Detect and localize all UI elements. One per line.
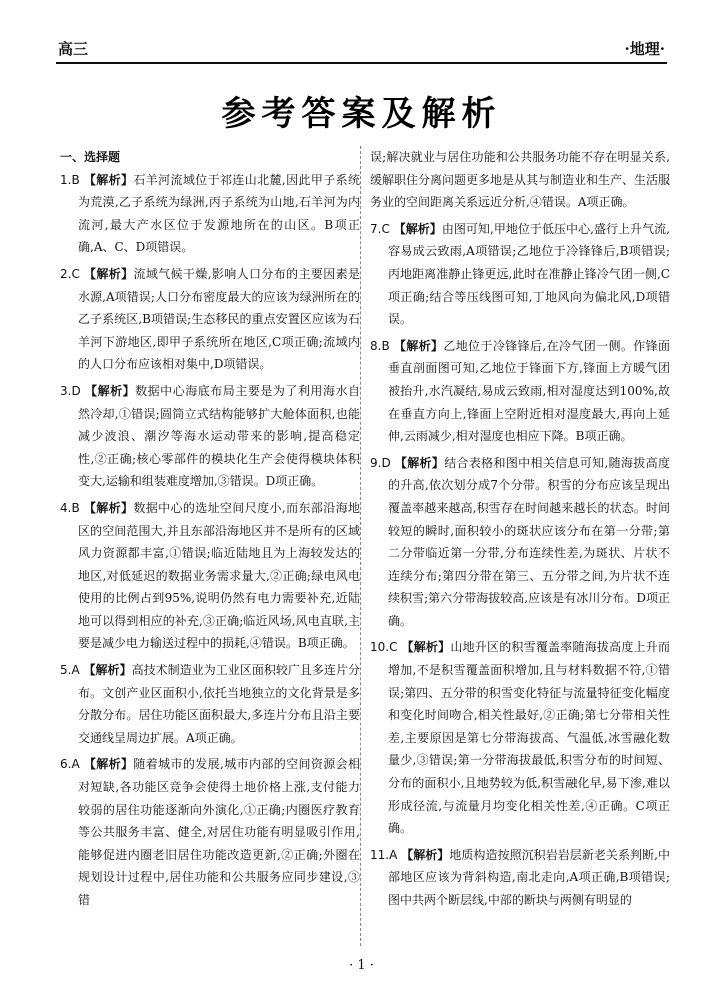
analysis-tag: 【解析】: [393, 338, 444, 353]
analysis-tag: 【解析】: [84, 266, 134, 281]
page-number: · 1 ·: [349, 958, 374, 973]
answer-item: [370, 335, 670, 448]
analysis-tag: 【解析】: [83, 172, 134, 187]
analysis-tag: 【解析】: [393, 221, 442, 236]
grade-label: 高三: [58, 40, 89, 58]
analysis-tag: 【解析】: [394, 455, 445, 470]
analysis-tag: 【解析】: [85, 383, 136, 398]
answer-item: [60, 659, 360, 749]
answer-text: 结合表格和图中相关信息可知,随海拔高度的升高,依次划分成7个分带。积雪的分布应该呈现出覆盖率越来越高,积雪存在时间越来越长的状态。时间较短的瞬时,面积较小的斑状应该分布在第一分带;第二分带临近第一分带,分布连续性差,为斑状、片状不连续分布;第四分带在第三、五分带之间,为片状不连续积雪;第六分带海拔较高,应该是有冰川分布。D项正确。: [388, 455, 670, 628]
answer-number: 10.C: [370, 640, 398, 655]
analysis-tag: 【解析】: [83, 663, 132, 678]
answer-number: 8.B: [370, 338, 390, 353]
left-column: [60, 146, 360, 916]
answer-text: 误;解决就业与居住功能和公共服务功能不存在明显关系,缓解职住分离问题更多地是从其与制造业和生产、生活服务业的空间距离关系远近分析,④错误。A项正确。: [370, 150, 671, 210]
header-rule: [56, 62, 667, 64]
answer-text: 随着城市的发展,城市内部的空间资源会相对短缺,各功能区竞争会使得土地价格上涨,支付能力较弱的居住功能逐渐向外演化,①正确;内圈医疗教育等公共服务丰富、健全,对居住功能有明显吸引作用,能够促进内圈老旧居住功能改造更新,②正确;外圈在规划设计过程中,居住功能和公共服务应同步建设,③错: [78, 757, 360, 907]
answer-text: 山地升区的积雪覆盖率随海拔高度上升而增加,不是积雪覆盖面积增加,且与材料数据不符,①错误;第四、五分带的积雪变化特征与流量特征变化幅度和变化时间吻合,相关性最好,②正确;第七分带相关性差,主要原因是第七分带海拔高、气温低,冰雪融化数量少,③错误;第一分带海拔最低,积雪分布的时间短、分布的面积小,且地势较为低,积雪融化早,易下渗,难以形成径流,与流量月均变化相关性差,④正确。C项正确。: [388, 640, 670, 836]
answer-text: 石羊河流域位于祁连山北麓,因此甲子系统为荒漠,乙子系统为绿洲,丙子系统为山地,石羊河为内流河,最大产水区位于发源地所在的山区。B项正确,A、C、D项错误。: [78, 172, 360, 255]
answer-text: 数据中心的选址空间尺度小,而东部沿海地区的空间范围大,并且东部沿海地区并不是所有的区域风力资源都丰富,①错误;临近陆地且为上海较发达的地区,对低延迟的数据业务需求量大,②正确;绿电风电使用的比例占到95%,说明仍然有电力需要补充,近陆地可以得到相应的补充,③正确;临近风场,风电直联,主要是减少电力输送过程中的损耗,④错误。B项正确。: [78, 500, 360, 651]
right-column: [370, 146, 670, 916]
answer-number: 11.A: [370, 847, 398, 862]
answer-text: 数据中心海底布局主要是为了利用海水自然冷却,①错误;圆筒立式结构能够扩大舱体面积,也能减少波浪、潮汐等海水运动带来的影响,提高稳定性,②正确;核心零部件的模块化生产会使得模块体积变大,运输和组装难度增加,③错误。D项正确。: [78, 383, 360, 489]
answer-text: 流域气候干燥,影响人口分布的主要因素是水源,A项错误;人口分布密度最大的应该为绿洲所在的乙子系统区,B项错误;生态移民的重点安置区应该为石羊河下游地区,即甲子系统所在地区,C项正确;流域内的人口分布应该相对集中,D项错误。: [78, 266, 360, 372]
answer-text: 地质构造按照沉积岩岩层新老关系判断,中部地区应该为背斜构造,南北走向,A项正确,B项错误;图中共两个断层线,中部的断块与两侧有明显的: [388, 847, 670, 907]
analysis-tag: 【解析】: [401, 847, 450, 862]
analysis-tag: 【解析】: [83, 757, 134, 772]
section-heading: 一、选择题: [60, 150, 121, 164]
answer-item: [370, 146, 670, 214]
page-header: [56, 38, 667, 62]
answer-item: [60, 169, 360, 259]
answer-item: [60, 753, 360, 911]
answer-number: 2.C: [60, 266, 80, 281]
answer-number: 6.A: [60, 757, 80, 772]
subject-label: ·地理·: [624, 40, 665, 58]
answer-number: 7.C: [370, 221, 390, 236]
answer-text: 由图可知,甲地位于低压中心,盛行上升气流,容易成云致雨,A项错误;乙地位于冷锋锋后,B项错误;丙地距离准静止锋更远,此时在准静止锋冷气团一侧,C项正确;结合等压线图可知,丁地风向为偏北风,D项错误。: [388, 221, 670, 327]
answer-number: 1.B: [60, 172, 80, 187]
page-title: 参考答案及解析: [221, 94, 502, 134]
answer-number: 9.D: [370, 455, 391, 470]
answer-text: 乙地位于冷锋锋后,在冷气团一侧。作锋面垂直剖面图可知,乙地位于锋面下方,锋面上方暖气团被抬升,水汽凝结,易成云致雨,相对湿度达到100%,故在垂直方向上,锋面上空附近相对湿度最大,再向上延伸,云雨减少,相对湿度也相应下降。B项正确。: [388, 338, 670, 444]
answer-number: 4.B: [60, 500, 80, 515]
answer-item: [60, 263, 360, 376]
answer-item: [370, 636, 670, 839]
answer-item: [60, 497, 360, 655]
analysis-tag: 【解析】: [83, 500, 134, 515]
answer-item: [60, 380, 360, 493]
column-divider: [360, 146, 361, 946]
answer-item: [370, 844, 670, 912]
analysis-tag: 【解析】: [401, 640, 451, 655]
answer-item: [370, 218, 670, 331]
answer-text: 高技术制造业为工业区面积较广且多连片分布。文创产业区面积小,依托当地独立的文化背景是多分散分布。居住功能区面积最大,多连片分布且沿主要交通线呈周边扩展。A项正确。: [78, 663, 360, 745]
answer-number: 3.D: [60, 383, 81, 398]
answer-item: [370, 452, 670, 633]
answer-number: 5.A: [60, 663, 80, 678]
